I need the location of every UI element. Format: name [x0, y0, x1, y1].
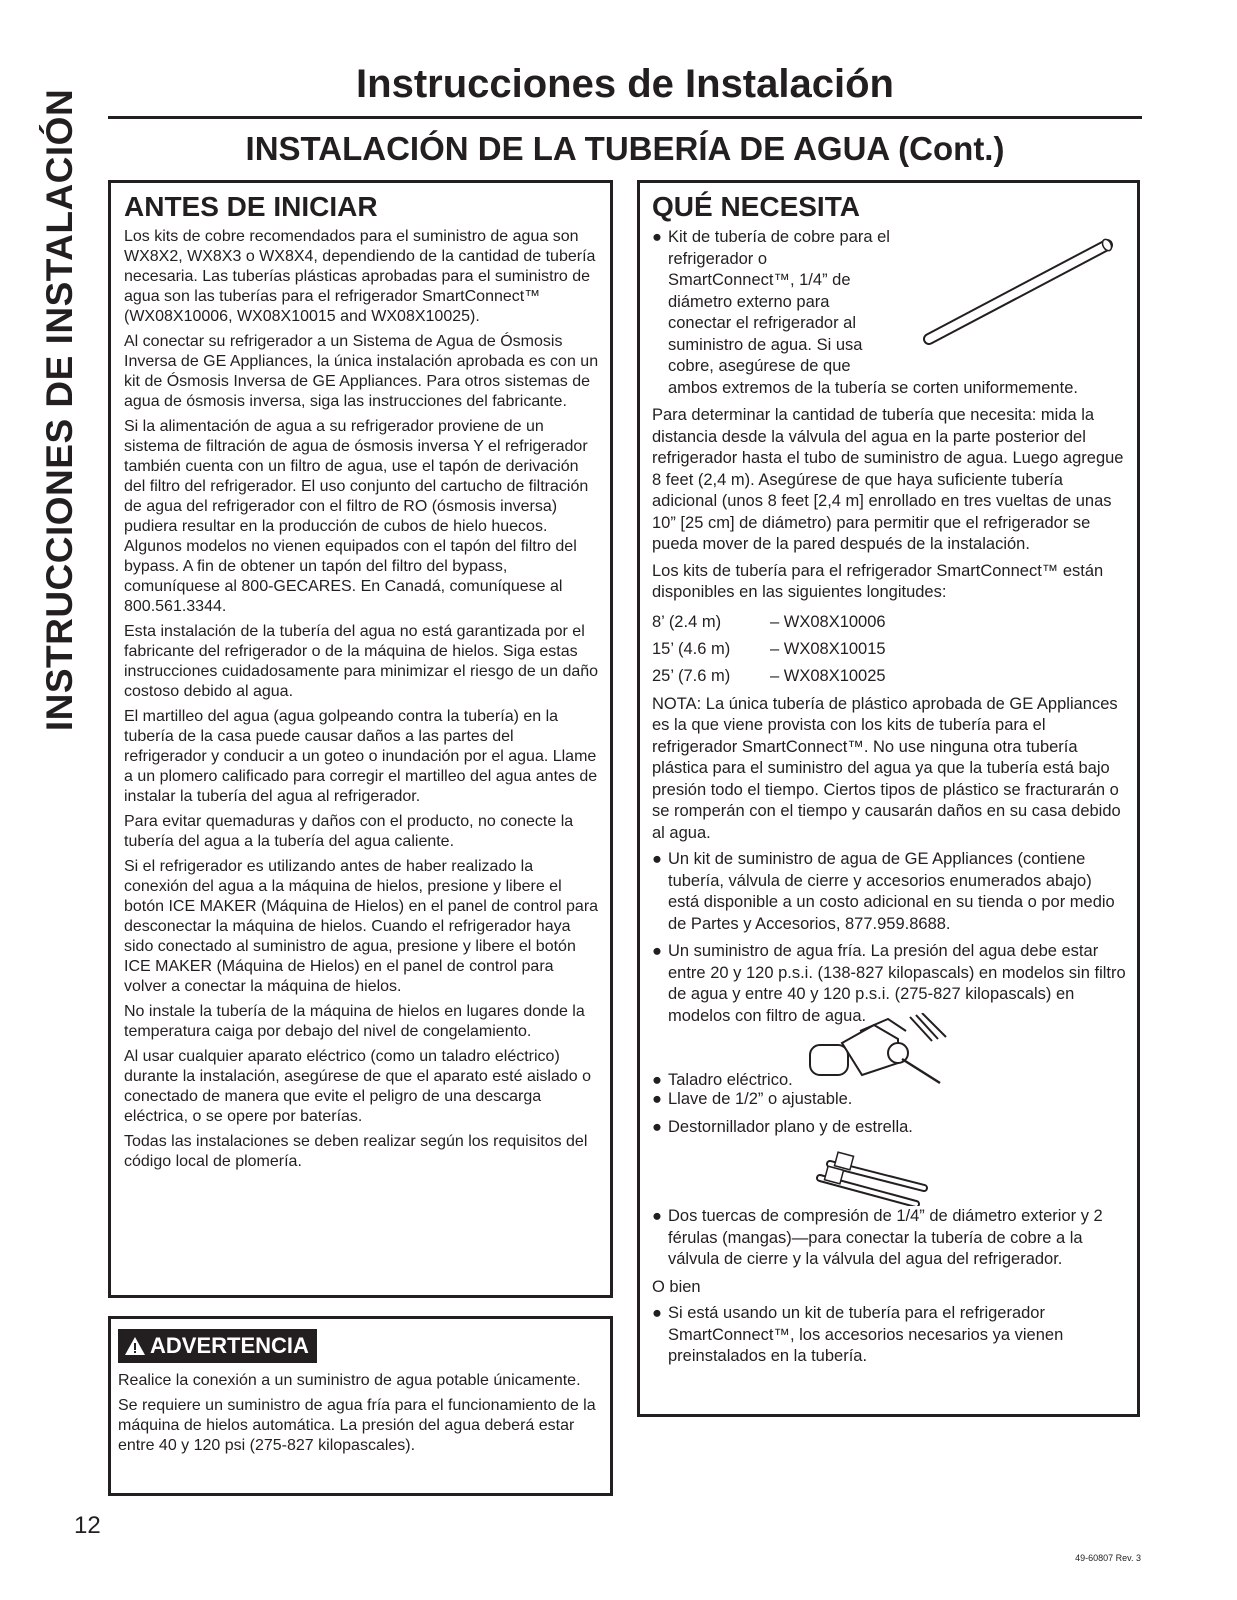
kit-length: 15’ (4.6 m) [652, 639, 731, 658]
title-rule [108, 116, 1142, 119]
list-item [652, 1070, 793, 1092]
warning-paragraph: Realice la conexión a un suministro de agua potable únicamente. [118, 1372, 581, 1389]
paragraph: Los kits de tubería para el refrigerador SmartConnect™ están disponibles en las siguientes longitudes: [652, 561, 1104, 601]
side-tab [32, 0, 88, 760]
drill-icon [802, 1013, 952, 1093]
or-text: O bien [652, 1277, 701, 1296]
list-item [652, 849, 1127, 935]
fittings-row [652, 1144, 1127, 1206]
warning-paragraph: Se requiere un suministro de agua fría para el funcionamiento de la máquina de hielos automática. La presión del agua deberá estar entre 40 y 120 psi (275-827 kilopascales). [118, 1397, 596, 1454]
drill-text: Taladro eléctrico. [668, 1070, 793, 1089]
list-item [652, 1206, 1127, 1271]
bullet-icon: ● [652, 1304, 662, 1322]
warning-box [108, 1316, 613, 1496]
page-number: 12 [74, 1512, 101, 1539]
kit-model: – WX08X10025 [770, 666, 886, 685]
bullet-icon: ● [652, 1090, 662, 1108]
paragraph: No instale la tubería de la máquina de hielos en lugares donde la temperatura caiga por debajo del nivel de congelamiento. [124, 1003, 585, 1040]
warning-badge [118, 1329, 317, 1363]
bullet-icon: ● [652, 942, 662, 960]
compression-nuts-text: Dos tuercas de compresión de 1/4” de diámetro exterior y 2 férulas (mangas)—para conectar la tubería de cobre a la válvula de cierre y la válvula del agua del refrigerador. [668, 1207, 1103, 1268]
paragraph: El martilleo del agua (agua golpeando contra la tubería) en la tubería de la casa puede causar daños a las partes del refrigerador y conducir a un goteo o inundación por el agua. Llame a un plomero calificado para corregir el martilleo del agua antes de instalar la tubería del agua al refrigerador. [124, 708, 598, 805]
paragraph: Para evitar quemaduras y daños con el producto, no conecte la tubería del agua a la tubería del agua caliente. [124, 813, 574, 850]
screwdriver-text: Destornillador plano y de estrella. [668, 1117, 913, 1136]
bullet-icon: ● [652, 228, 662, 246]
kit-model: – WX08X10015 [770, 639, 886, 658]
cold-water-text: Un suministro de agua fría. La presión del agua debe estar entre 20 y 120 p.s.i. (138-827 kilopascals) en modelos sin filtro de agua y entre 40 y 120 p.s.i. (275-827 kilopascals) en modelos con filtro de agua. [668, 942, 1126, 1025]
what-you-need-box [637, 180, 1140, 1417]
kit-model: – WX08X10006 [770, 612, 886, 631]
supply-kit-text: Un kit de suministro de agua de GE Appliances (contiene tubería, válvula de cierre y accesorios enumerados abajo) está disponible a un costo adicional en su tienda o por medio de Partes y Accesorios, 877.959.8688. [668, 850, 1115, 933]
wrench-text: Llave de 1/2” o ajustable. [668, 1090, 853, 1108]
kit-length: 8’ (2.4 m) [652, 612, 722, 631]
bullet-icon: ● [652, 1070, 662, 1089]
what-you-need-title: QUÉ NECESITA [652, 191, 860, 222]
warning-triangle-icon [124, 1336, 146, 1356]
section-title: INSTALACIÓN DE LA TUBERÍA DE AGUA (Cont.) [245, 130, 1005, 167]
paragraph: Para determinar la cantidad de tubería que necesita: mida la distancia desde la válvula del agua en la parte posterior del refrigerador hasta el tubo de suministro de agua. Luego agregue 8 feet (2,4 m). Asegúrese de que haya suficiente tubería adicional (unos 8 feet [2,4 m] enrollado en tres vueltas de unas 10” [25 cm] de diámetro) para permitir que el refrigerador se pueda mover de la pared después de la instalación. [652, 406, 1124, 553]
kit-lengths-table [652, 609, 1127, 690]
document-number: 49-60807 Rev. 3 [1075, 1553, 1141, 1563]
before-starting-title: ANTES DE INICIAR [124, 191, 378, 222]
drill-row [652, 1033, 1127, 1091]
note-paragraph: NOTA: La única tubería de plástico aprobada de GE Appliances es la que viene provista con los kits de tubería para el refrigerador SmartConnect™. No use ninguna otra tubería plástica para el suministro del agua ya que la tubería está bajo presión todo el tiempo. Ciertos tipos de plástico se fracturarán o se romperán con el tiempo y causarán daños en su casa debido al agua. [652, 694, 1121, 842]
list-item [652, 227, 1127, 399]
paragraph: Si el refrigerador es utilizando antes de haber realizado la conexión del agua a la máquina de hielos, presione y libere el botón ICE MAKER (Máquina de Hielos) en el panel de control para desconectar la máquina de hielos. Cuando el refrigerador haya sido conectado al suministro de agua, presione y libere el botón ICE MAKER (Máquina de Hielos) en el panel de control para volver a conectar la máquina de hielos. [124, 858, 599, 995]
side-tab-label: INSTRUCCIONES DE INSTALACIÓN [39, 88, 80, 732]
paragraph: Esta instalación de la tubería del agua no está garantizada por el fabricante del refrigerador o de la máquina de hielos. Siga estas instrucciones cuidadosamente para minimizar el riesgo de un daño costoso debido al agua. [124, 623, 599, 700]
paragraph: Si la alimentación de agua a su refrigerador proviene de un sistema de filtración de agua de ósmosis inversa Y el refrigerador también cuenta con un filtro de agua, use el tapón de derivación del filtro del refrigerador. El uso conjunto del cartucho de filtración de agua del refrigerador con el filtro de RO (ósmosis inversa) pudiera resultar en la producción de cubos de hielo huecos. Algunos modelos no vienen equipados con el tapón del filtro del bypass. A fin de obtener un tapón del filtro del bypass, comuníquese al 800-GECARES. En Canadá, comuníquese al 800.561.3344. [124, 418, 589, 615]
paragraph: Al conectar su refrigerador a un Sistema de Agua de Ósmosis Inversa de GE Appliances, la única instalación aprobada es con un kit de Ósmosis Inversa de GE Appliances. Para otros sistemas de agua de ósmosis inversa, siga las instrucciones del fabricante. [124, 333, 599, 410]
paragraph: Los kits de cobre recomendados para el suministro de agua son WX8X2, WX8X3 o WX8X4, dependiendo de la cantidad de tubería necesaria. Las tuberías plásticas aprobadas para el suministro de agua son las tuberías para el refrigerador SmartConnect™ (WX08X10006, WX08X10015 and WX08X10025). [124, 228, 596, 325]
smartconnect-text: Si está usando un kit de tubería para el refrigerador SmartConnect™, los accesorios necesarios ya vienen preinstalados en la tubería. [668, 1304, 1064, 1365]
copper-tubing-illustration [899, 227, 1129, 357]
paragraph: Todas las instalaciones se deben realizar según los requisitos del código local de plomería. [124, 1133, 588, 1170]
compression-fittings-icon [812, 1148, 937, 1206]
paragraph: Al usar cualquier aparato eléctrico (como un taladro eléctrico) durante la instalación, asegúrese de que el aparato esté aislado o conectado de manera que evite el peligro de una descarga eléctrica, o se opere por baterías. [124, 1048, 591, 1125]
bullet-icon: ● [652, 1207, 662, 1225]
list-item [652, 1303, 1127, 1368]
before-starting-box [108, 180, 613, 1298]
kit-length: 25’ (7.6 m) [652, 666, 731, 685]
list-item [652, 1117, 1127, 1139]
page-title: Instrucciones de Instalación [356, 62, 894, 106]
tubing-kit-text: Kit de tubería de cobre para el refrigerador o SmartConnect™, 1/4” de diámetro externo para conectar el refrigerador al suministro de agua. Si usa cobre, asegúrese de que ambos extremos de la tubería se corten uniformemente. [668, 228, 1078, 397]
warning-badge-label: ADVERTENCIA [150, 1333, 309, 1358]
bullet-icon: ● [652, 850, 662, 868]
bullet-icon: ● [652, 1117, 662, 1136]
